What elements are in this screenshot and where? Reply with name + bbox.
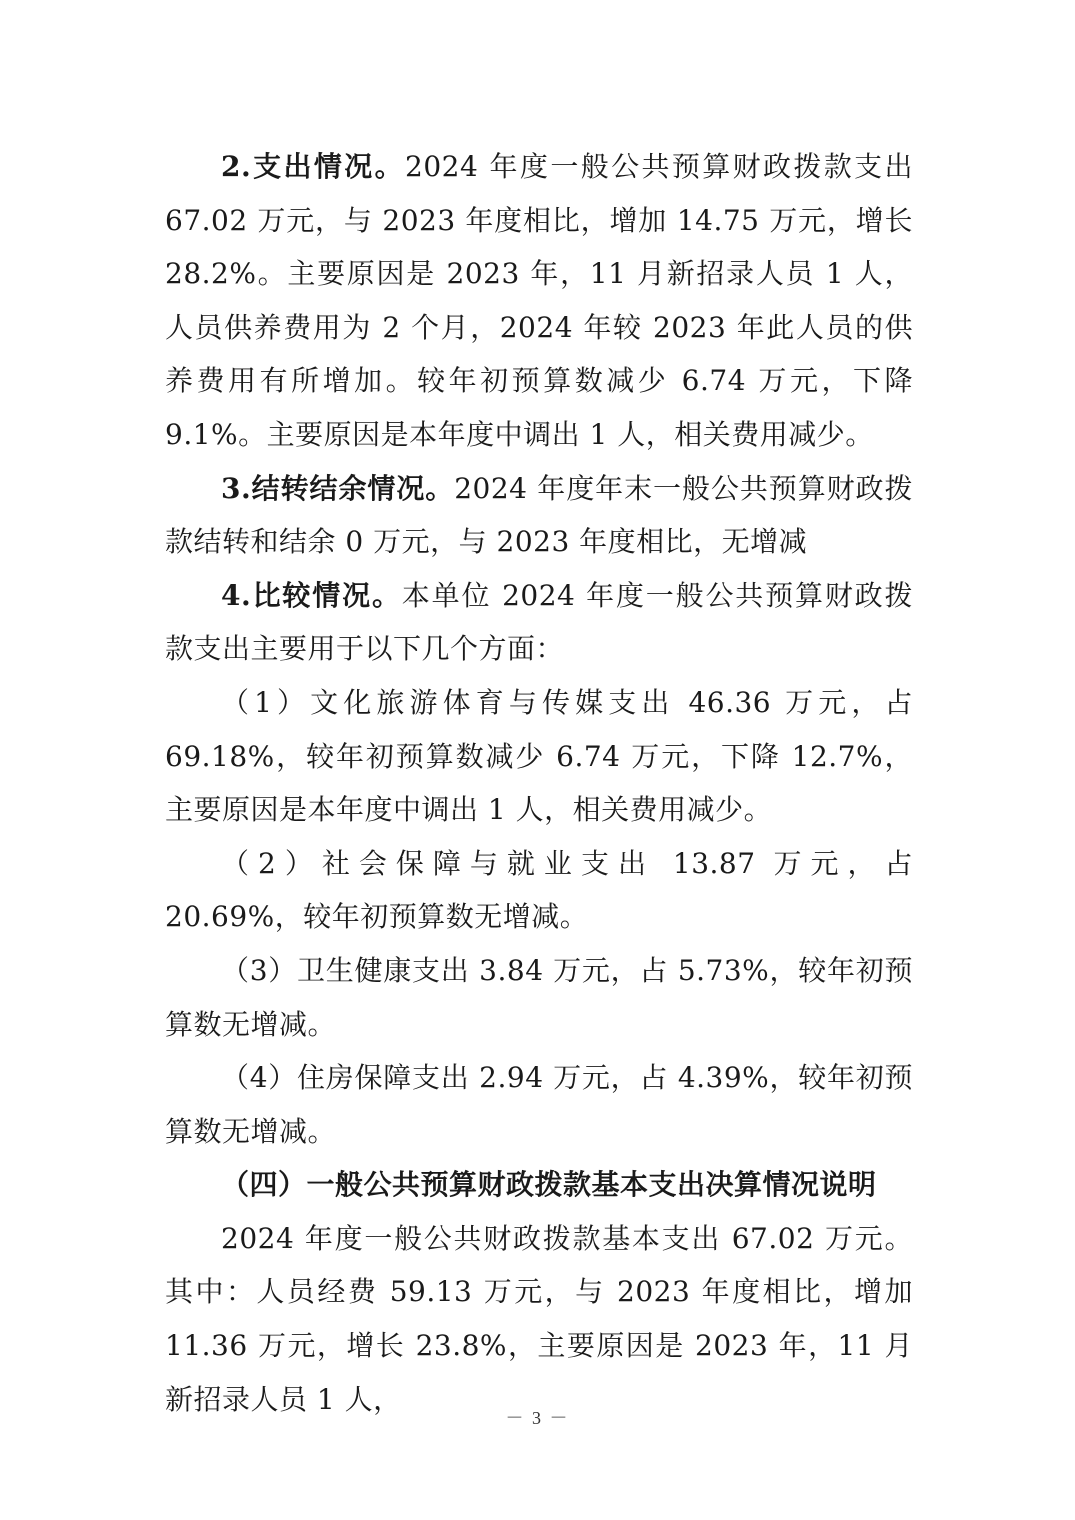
paragraph-item-culture [165, 676, 913, 837]
paragraph-item-health [165, 944, 913, 1051]
paragraph-comparison [165, 569, 913, 676]
paragraph-text: 2024 年度年末一般公共预算财政拨款结转和结余 0 万元，与 2023 年度相比，无增减 [165, 471, 913, 559]
paragraph-text: （1）文化旅游体育与传媒支出 46.36 万元，占 69.18%，较年初预算数减少 6.74 万元，下降 12.7%，主要原因是本年度中调出 1 人，相关费用减少。 [165, 685, 913, 827]
paragraph-text: （3）卫生健康支出 3.84 万元，占 5.73%，较年初预算数无增减。 [165, 953, 913, 1041]
paragraph-text: （4）住房保障支出 2.94 万元，占 4.39%，较年初预算数无增减。 [165, 1061, 913, 1148]
paragraph-item-housing [165, 1051, 913, 1158]
page-number: － 3 － [505, 1408, 570, 1428]
document-body [165, 140, 913, 1426]
section-heading: （四）一般公共预算财政拨款基本支出决算情况说明 [221, 1168, 877, 1202]
paragraph-carryover [165, 462, 913, 569]
paragraph-text: 2024 年度一般公共预算财政拨款支出 67.02 万元，与 2023 年度相比，增加 14.75 万元，增长 28.2%。主要原因是 2023 年，11 月新招录人员 1 人，人员供养费用为 2 个月，2024 年较 2023 年此人员的供养费用有所增加。较年初预算数减少 6.74 万元，下降 9.1%。主要原因是本年度中调出 1 人，相关费用减少。 [165, 150, 913, 451]
paragraph-lead: 2.支出情况。 [221, 150, 406, 183]
paragraph-lead: 4.比较情况。 [221, 578, 402, 612]
paragraph-expenditure [165, 140, 913, 462]
paragraph-lead: 3.结转结余情况。 [221, 471, 455, 505]
paragraph-text: （2）社会保障与就业支出 13.87 万元，占 20.69%，较年初预算数无增减。 [165, 846, 913, 934]
paragraph-text: 本单位 2024 年度一般公共预算财政拨款支出主要用于以下几个方面： [165, 578, 914, 666]
paragraph-basic-expenditure: 2024 年度一般公共财政拨款基本支出 67.02 万元。其中：人员经费 59.13 万元，与 2023 年度相比，增加 11.36 万元，增长 23.8%，主要原因是 2023 年，11 月新招录人员 1 人， [165, 1221, 913, 1416]
paragraph-item-social-security [165, 837, 913, 944]
